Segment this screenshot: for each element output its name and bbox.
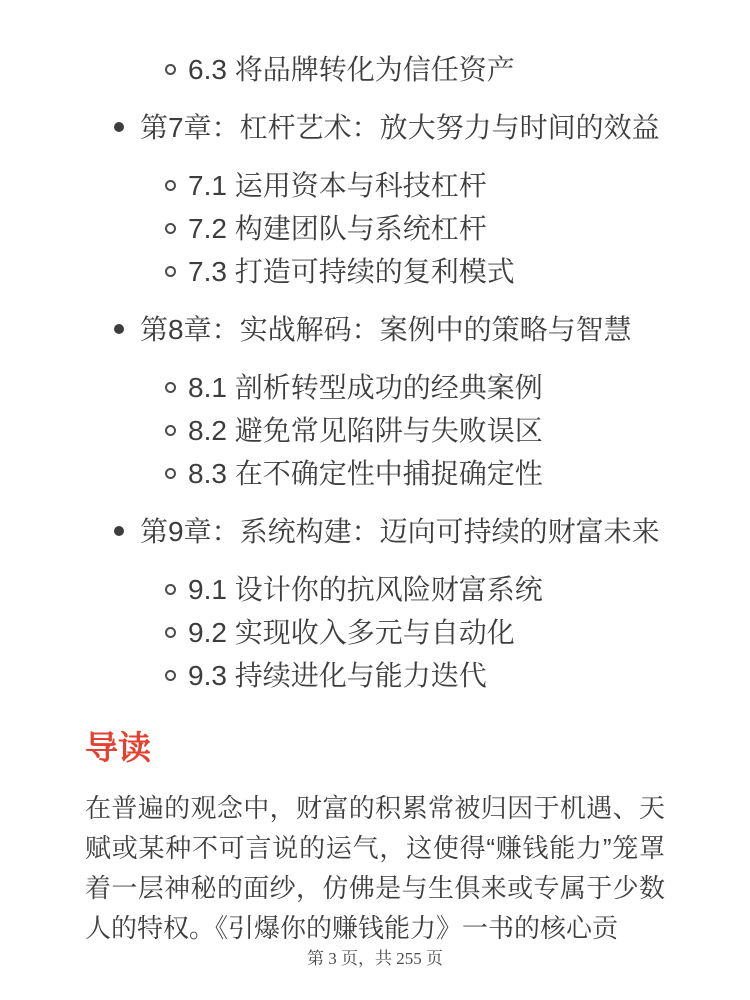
toc-chapter	[140, 106, 665, 293]
page-number: 第 3 页，共 255 页	[307, 949, 443, 968]
toc-subitem	[188, 250, 665, 293]
circle-bullet-icon	[165, 266, 176, 277]
circle-bullet-icon	[165, 425, 176, 436]
toc-chapter	[140, 308, 665, 495]
toc-subitem-label: 8.1 剖析转型成功的经典案例	[188, 372, 543, 403]
toc-chapter-label: 第9章：系统构建：迈向可持续的财富未来	[140, 516, 660, 547]
circle-bullet-icon	[165, 180, 176, 191]
disc-bullet-icon	[114, 324, 124, 334]
toc-list-continued	[85, 48, 665, 91]
toc-subitem-label: 9.3 持续进化与能力迭代	[188, 660, 487, 691]
circle-bullet-icon	[165, 382, 176, 393]
toc-subitem-label: 8.2 避免常见陷阱与失败误区	[188, 415, 543, 446]
toc-subitem-label: 8.3 在不确定性中捕捉确定性	[188, 458, 543, 489]
toc-subitem	[188, 654, 665, 697]
circle-bullet-icon	[165, 468, 176, 479]
toc-chapter-label: 第7章：杠杆艺术：放大努力与时间的效益	[140, 112, 660, 143]
toc-subitem-label: 7.3 打造可持续的复利模式	[188, 256, 515, 287]
disc-bullet-icon	[114, 122, 124, 132]
toc-subitem	[188, 48, 665, 91]
circle-bullet-icon	[165, 584, 176, 595]
toc-subitem-label: 9.2 实现收入多元与自动化	[188, 617, 515, 648]
toc-subitem-label: 7.1 运用资本与科技杠杆	[188, 170, 487, 201]
toc-subitem	[188, 207, 665, 250]
intro-paragraph: 在普遍的观念中，财富的积累常被归因于机遇、天赋或某种不可言说的运气，这使得“赚钱能力”笼罩着一层神秘的面纱，仿佛是与生俱来或专属于少数人的特权。《引爆你的赚钱能力》一书的核心贡	[85, 793, 665, 943]
toc-chapter	[140, 510, 665, 697]
toc-subitem	[188, 568, 665, 611]
circle-bullet-icon	[165, 64, 176, 75]
toc-subitem-label: 6.3 将品牌转化为信任资产	[188, 54, 515, 85]
toc-subitem	[188, 409, 665, 452]
section-heading: 导读	[85, 729, 151, 766]
toc-sublist	[140, 164, 665, 293]
toc-list	[85, 106, 665, 697]
circle-bullet-icon	[165, 627, 176, 638]
circle-bullet-icon	[165, 223, 176, 234]
toc-subitem	[188, 452, 665, 495]
toc-subitem	[188, 164, 665, 207]
disc-bullet-icon	[114, 526, 124, 536]
toc-sublist	[140, 366, 665, 495]
toc-subitem	[188, 611, 665, 654]
toc-subitem-label: 7.2 构建团队与系统杠杆	[188, 213, 487, 244]
toc-subitem	[188, 366, 665, 409]
toc-chapter-label: 第8章：实战解码：案例中的策略与智慧	[140, 314, 632, 345]
toc-sublist	[140, 568, 665, 697]
circle-bullet-icon	[165, 670, 176, 681]
toc-subitem-label: 9.1 设计你的抗风险财富系统	[188, 574, 543, 605]
